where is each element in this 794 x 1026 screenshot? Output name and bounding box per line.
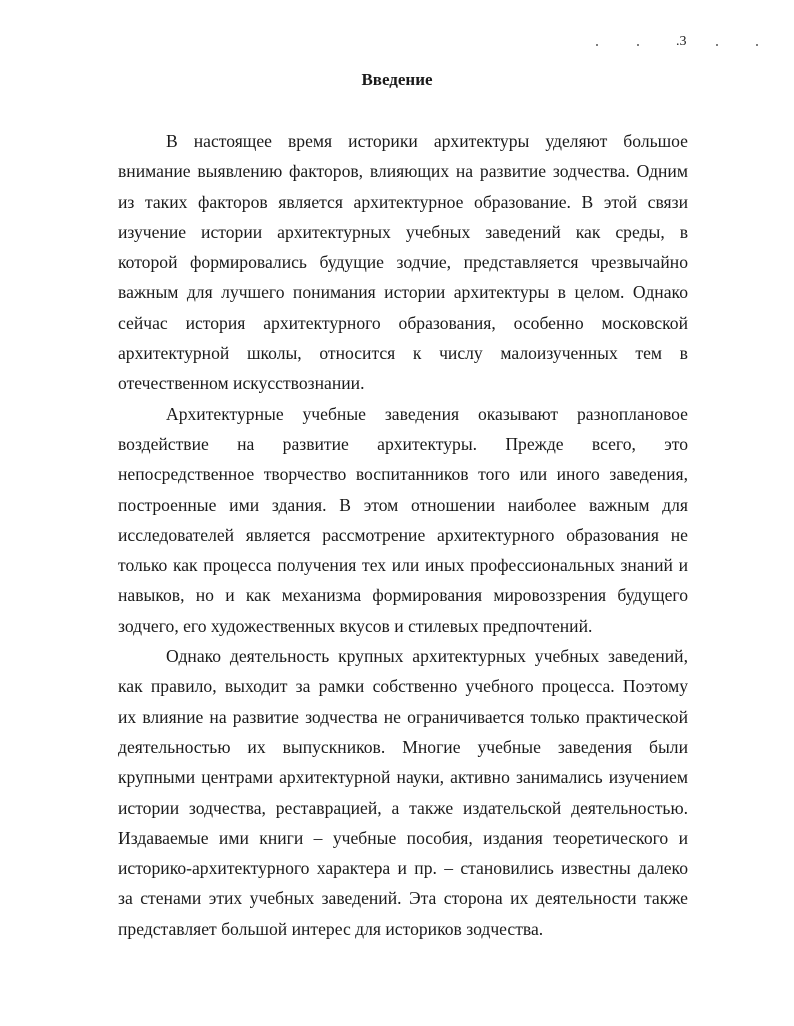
paragraph-1 bbox=[118, 126, 688, 399]
text-line: В настоящее время историки архитектуры уделяют большое bbox=[166, 131, 688, 151]
text-line: которой формировались будущие зодчие, представляется чрезвычайно bbox=[118, 252, 688, 273]
text-line: зодчего, его художественных вкусов и стилевых предпочтений. bbox=[118, 615, 593, 636]
text-line: непосредственное творчество воспитанников того или иного заведения, bbox=[118, 464, 688, 485]
text-line: сейчас история архитектурного образования, особенно московской bbox=[118, 312, 688, 333]
scan-artifact-dot bbox=[756, 44, 758, 46]
scan-artifact-dot bbox=[596, 44, 598, 46]
page-number: .3 bbox=[676, 34, 687, 49]
page-title: Введение bbox=[361, 70, 433, 89]
document-body bbox=[118, 126, 688, 944]
scan-artifact-dot bbox=[637, 44, 639, 46]
text-line: важным для лучшего понимания истории архитектуры в целом. Однако bbox=[118, 282, 688, 303]
text-line: Издаваемые ими книги – учебные пособия, издания теоретического и bbox=[118, 827, 688, 848]
paragraph-3 bbox=[118, 641, 688, 944]
text-line: внимание выявлению факторов, влияющих на развитие зодчества. Одним bbox=[118, 161, 688, 182]
text-line: Однако деятельность крупных архитектурных учебных заведений, bbox=[166, 646, 688, 667]
text-line: навыков, но и как механизма формирования мировоззрения будущего bbox=[118, 585, 688, 606]
text-line: их влияние на развитие зодчества не ограничивается только практической bbox=[118, 706, 688, 727]
text-line: отечественном искусствознании. bbox=[118, 373, 365, 394]
text-line: из таких факторов является архитектурное образование. В этой связи bbox=[118, 191, 688, 212]
text-line: изучение истории архитектурных учебных заведений как среды, в bbox=[118, 221, 688, 242]
text-line: деятельностью их выпускников. Многие учебные заведения были bbox=[118, 736, 688, 757]
text-line: истории зодчества, реставрацией, а также издательской деятельностью. bbox=[118, 797, 688, 818]
text-line: историко-архитектурного характера и пр. – становились известны далеко bbox=[118, 858, 688, 879]
text-line: архитектурной школы, относится к числу малоизученных тем в bbox=[118, 343, 688, 364]
paragraph-2 bbox=[118, 399, 688, 641]
text-line: за стенами этих учебных заведений. Эта сторона их деятельности также bbox=[118, 888, 688, 909]
text-line: построенные ими здания. В этом отношении наиболее важным для bbox=[118, 494, 688, 515]
text-line: только как процесса получения тех или иных профессиональных знаний и bbox=[118, 555, 688, 576]
text-line: представляет большой интерес для историков зодчества. bbox=[118, 918, 544, 939]
text-line: исследователей является рассмотрение архитектурного образования не bbox=[118, 524, 688, 545]
text-line: Архитектурные учебные заведения оказывают разноплановое bbox=[166, 403, 688, 424]
text-line: воздействие на развитие архитектуры. Прежде всего, это bbox=[118, 433, 688, 454]
scan-artifact-dot bbox=[716, 44, 718, 46]
text-line: как правило, выходит за рамки собственно учебного процесса. Поэтому bbox=[118, 676, 688, 697]
text-line: крупными центрами архитектурной науки, активно занимались изучением bbox=[118, 767, 688, 788]
